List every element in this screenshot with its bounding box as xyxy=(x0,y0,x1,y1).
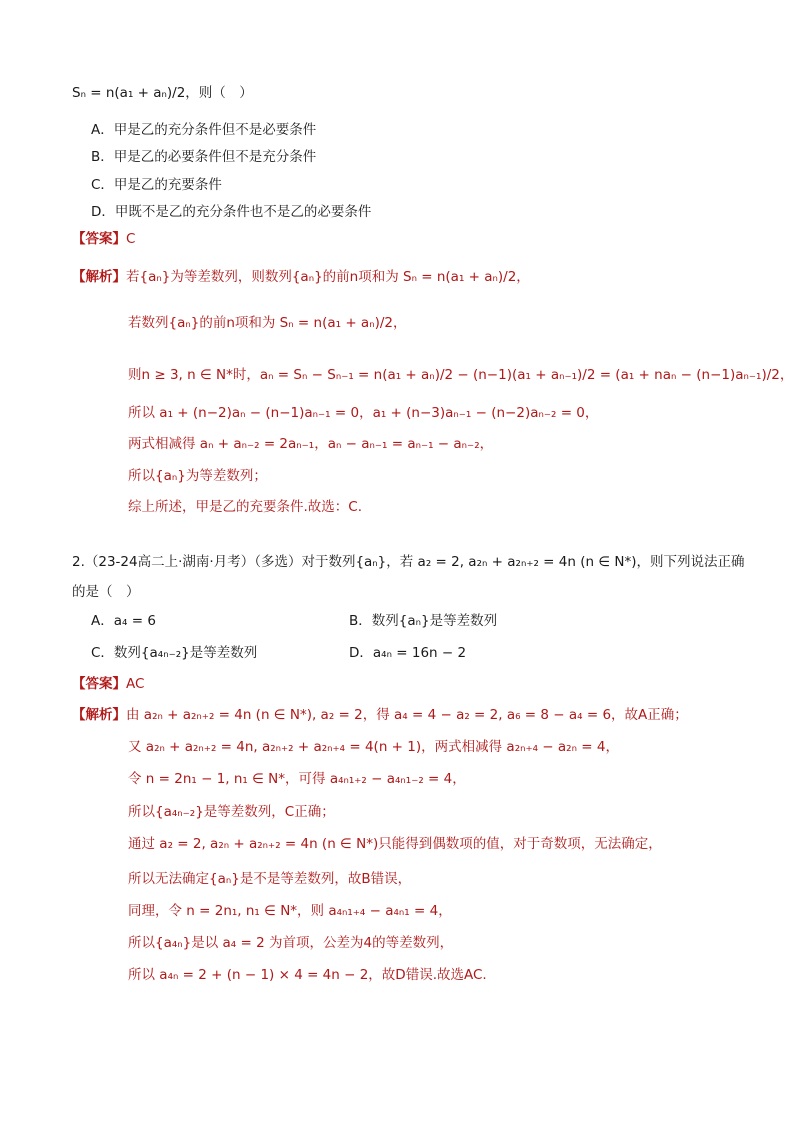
q2-analysis-line-3: 令 n = 2n₁ − 1, n₁ ∈ N*，可得 a₄ₙ₁₊₂ − a₄ₙ₁₋₂ = 4， xyxy=(128,771,466,787)
q2-option-b: B．数列{aₙ}是等差数列 xyxy=(349,613,498,629)
answer-value: C xyxy=(126,231,136,247)
q1-option-d: D．甲既不是乙的充分条件也不是乙的必要条件 xyxy=(91,204,372,220)
q1-option-b: B．甲是乙的必要条件但不是充分条件 xyxy=(91,149,317,165)
q1-stem-tail: Sₙ = n(a₁ + aₙ)/2，则（ ） xyxy=(72,85,253,101)
q2-option-a: A．a₄ = 6 xyxy=(91,613,156,629)
q2-analysis-line-2: 又 a₂ₙ + a₂ₙ₊₂ = 4n, a₂ₙ₊₂ + a₂ₙ₊₄ = 4(n + 1)，两式相减得 a₂ₙ₊₄ − a₂ₙ = 4， xyxy=(128,739,619,755)
q1-option-a: A．甲是乙的充分条件但不是必要条件 xyxy=(91,122,317,138)
q2-analysis-line-7: 同理，令 n = 2n₁, n₁ ∈ N*，则 a₄ₙ₁₊₄ − a₄ₙ₁ = 4， xyxy=(128,903,452,919)
q1-analysis-line-2: 若数列{aₙ}的前n项和为 Sₙ = n(a₁ + aₙ)/2， xyxy=(128,315,407,331)
analysis-label: 【解析】 xyxy=(72,269,126,285)
analysis-text: 若{aₙ}为等差数列，则数列{aₙ}的前n项和为 Sₙ = n(a₁ + aₙ)/2， xyxy=(126,269,530,285)
q1-analysis-line-1 xyxy=(72,268,530,286)
answer-label: 【答案】 xyxy=(72,676,126,692)
q2-option-c: C．数列{a₄ₙ₋₂}是等差数列 xyxy=(91,645,258,661)
analysis-label: 【解析】 xyxy=(72,707,126,723)
answer-value: AC xyxy=(126,676,145,692)
q2-stem-line-1: 2.（23-24高二上·湖南·月考）（多选）对于数列{aₙ}，若 a₂ = 2, a₂ₙ + a₂ₙ₊₂ = 4n (n ∈ N*)，则下列说法正确 xyxy=(72,554,745,570)
q1-answer xyxy=(72,230,135,248)
q2-answer xyxy=(72,675,144,693)
q1-analysis-line-7: 综上所述，甲是乙的充要条件.故选：C. xyxy=(128,499,363,515)
answer-label: 【答案】 xyxy=(72,231,126,247)
q2-stem-line-2: 的是（ ） xyxy=(72,584,140,600)
analysis-text: 由 a₂ₙ + a₂ₙ₊₂ = 4n (n ∈ N*), a₂ = 2，得 a₄ = 4 − a₂ = 2, a₆ = 8 − a₄ = 6，故A正确； xyxy=(126,707,688,723)
q2-option-d: D．a₄ₙ = 16n − 2 xyxy=(349,645,467,661)
q2-analysis-line-1 xyxy=(72,706,688,724)
q1-option-c: C．甲是乙的充要条件 xyxy=(91,177,222,193)
q2-analysis-line-5: 通过 a₂ = 2, a₂ₙ + a₂ₙ₊₂ = 4n (n ∈ N*)只能得到偶数项的值，对于奇数项，无法确定， xyxy=(128,836,662,852)
q1-analysis-line-6: 所以{aₙ}为等差数列； xyxy=(128,468,267,484)
q2-analysis-line-9: 所以 a₄ₙ = 2 + (n − 1) × 4 = 4n − 2，故D错误.故选AC. xyxy=(128,967,487,983)
q2-analysis-line-6: 所以无法确定{aₙ}是不是等差数列，故B错误， xyxy=(128,871,412,887)
q2-analysis-line-4: 所以{a₄ₙ₋₂}是等差数列，C正确； xyxy=(128,804,335,820)
q2-analysis-line-8: 所以{a₄ₙ}是以 a₄ = 2 为首项，公差为4的等差数列， xyxy=(128,935,454,951)
q1-analysis-line-4: 所以 a₁ + (n−2)aₙ − (n−1)aₙ₋₁ = 0，a₁ + (n−3)aₙ₋₁ − (n−2)aₙ₋₂ = 0， xyxy=(128,405,599,421)
q1-analysis-line-5: 两式相减得 aₙ + aₙ₋₂ = 2aₙ₋₁，aₙ − aₙ₋₁ = aₙ₋₁ − aₙ₋₂， xyxy=(128,436,494,452)
q1-analysis-line-3: 则n ≥ 3, n ∈ N*时，aₙ = Sₙ − Sₙ₋₁ = n(a₁ + aₙ)/2 − (n−1)(a₁ + aₙ₋₁)/2 = (a₁ + naₙ − (n−1)aₙ₋₁)/2， xyxy=(128,367,794,383)
